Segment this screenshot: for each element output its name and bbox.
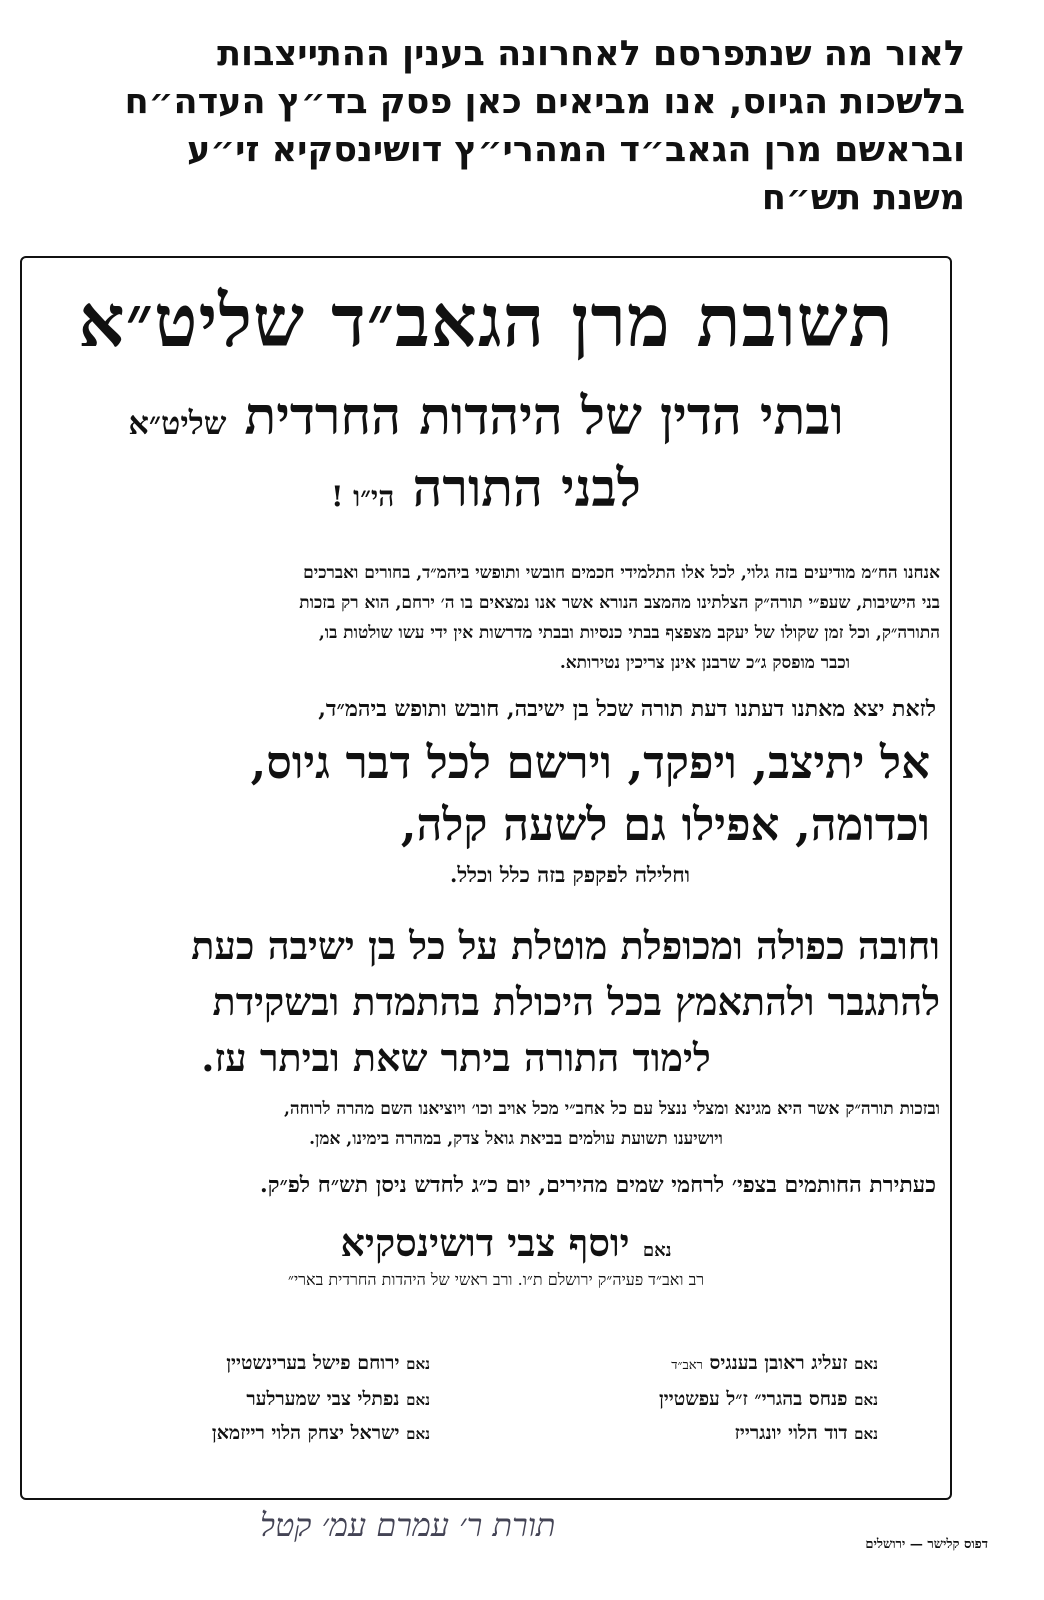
signer [226, 1352, 430, 1375]
notice-title: תשובת מרן הגאב״ד שליט״א [78, 278, 894, 363]
signer [246, 1388, 430, 1411]
notice-subtitle [22, 386, 950, 447]
body-line: וכבר מופסק ג״כ שרבנן אינן צריכין נטירותא. [559, 653, 850, 673]
intro-line: לאור מה שנתפרסם לאחרונה בענין ההתייצבות [217, 34, 965, 74]
main-signer-name: יוסף צבי דושינסקיא [340, 1220, 630, 1265]
signature-prefix: נאם [642, 1240, 672, 1261]
body-paragraph [32, 558, 940, 678]
blessing-line: ויושיענו תשועת עולמים בביאת גואל צדק, במהרה בימינו, אמן. [309, 1129, 723, 1149]
signer [735, 1422, 878, 1445]
signer-name: נפתלי צבי שמערלער [246, 1388, 400, 1410]
blessing-paragraph [32, 1094, 940, 1154]
addressee-text: לבני התורה [412, 458, 641, 519]
signer-name: ישראל יצחק הלוי רייזמאן [211, 1422, 400, 1444]
subtitle-text: ובתי הדין של היהדות החרדית [244, 386, 844, 447]
addressee-suffix: הי״ו ! [331, 480, 395, 513]
notice-frame [20, 256, 952, 1500]
signature-prefix: נאם [854, 1355, 878, 1373]
signer-name: זעליג ראובן בענגיס [709, 1352, 848, 1374]
main-signature [22, 1220, 950, 1266]
intro-paragraph [40, 30, 965, 222]
duty-paragraph [32, 918, 940, 1086]
ruling-line: וכדומה, אפילו גם לשעה קלה, [400, 798, 930, 851]
printer-credit: דפוס קלישר — ירושלים [865, 1537, 988, 1552]
request-line: כעתירת החותמים בצפי׳ לרחמי שמים מהירים, יום כ״ג לחדש ניסן תש״ח לפ״ק. [260, 1172, 936, 1198]
body-line: בני הישיבות, שעפ״י תורה״ק הצלתינו מהמצב הנורא אשר אנו נמצאים בו ה׳ ירחם, הוא רק בזכות [299, 593, 940, 613]
blessing-line: ובזכות תורה״ק אשר היא מגינא ומצלי ננצל עם כל אחב״י מכל אויב וכו׳ ויוציאנו השם מהרה לרוחה, [283, 1099, 940, 1119]
signature-prefix: נאם [854, 1391, 878, 1409]
signer [671, 1352, 878, 1375]
signer-title: ראב״ד [671, 1358, 703, 1373]
main-signer-title: רב ואב״ד פעיה״ק ירושלם ת״ו. ורב ראשי של היהדות החרדית בארי״ [287, 1270, 705, 1289]
signature-prefix: נאם [406, 1391, 430, 1409]
intro-line: ובראשם מרן הגאב״ד המהרי״ץ דושינסקיא זי״ע [187, 130, 965, 170]
intro-line: בלשכות הגיוס, אנו מביאים כאן פסק בד״ץ העדה״ח [124, 82, 965, 122]
ruling-closing: וחלילה לפקפק בזה כלל וכלל. [450, 862, 690, 887]
handwritten-note: תורת ר׳ עמרם עמ׳ קטל [260, 1506, 556, 1544]
signer [212, 1422, 430, 1445]
signer-name: פנחס בהגרי״ ז״ל עפשטיין [658, 1388, 848, 1410]
ruling-lead: לזאת יצא מאתנו דעתנו דעת תורה שכל בן ישיבה, חובש ותופש ביהמ״ד, [318, 696, 936, 722]
duty-line: וחובה כפולה ומכופלת מוטלת על כל בן ישיבה כעת [191, 923, 940, 968]
signer-name: ירוחם פישל בערינשטיין [226, 1352, 400, 1374]
duty-line: לימוד התורה ביתר שאת וביתר עז. [201, 1035, 711, 1080]
notice-addressee [22, 458, 950, 519]
signer [659, 1388, 878, 1411]
subtitle-suffix: שליט״א [128, 404, 227, 442]
body-line: התורה״ק, וכל זמן שקולו של יעקב מצפצף בבתי כנסיות ובבתי מדרשות אין ידי עשו שולטות בו, [318, 623, 940, 643]
signature-prefix: נאם [406, 1425, 430, 1443]
ruling-line: אל יתיצב, ויפקד, וירשם לכל דבר גיוס, [250, 736, 930, 789]
signature-prefix: נאם [854, 1425, 878, 1443]
signature-prefix: נאם [406, 1355, 430, 1373]
intro-line: משנת תש״ח [761, 178, 965, 218]
duty-line: להתגבר ולהתאמץ בכל היכולת בהתמדת ובשקידת [212, 979, 940, 1024]
signer-name: דוד הלוי יונגרייז [734, 1422, 848, 1444]
body-line: אנחנו הח״מ מודיעים בזה גלוי, לכל אלו התלמידי חכמים חובשי ותופשי ביהמ״ד, בחורים ואברכים [303, 563, 940, 583]
